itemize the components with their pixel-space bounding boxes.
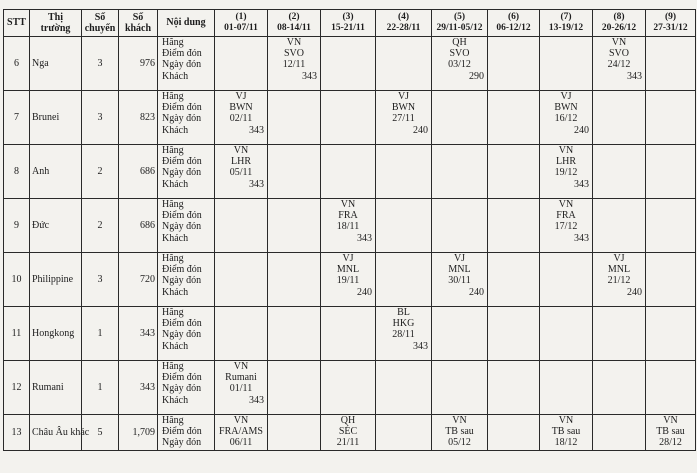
flight-passengers: 343 xyxy=(249,394,264,406)
flight-airline: VJ xyxy=(453,253,466,264)
row-flight-count: 2 xyxy=(82,199,119,253)
field-label: Khách xyxy=(162,124,189,136)
period-number: (2) xyxy=(288,12,300,23)
header-market-line1: Thị xyxy=(47,11,63,23)
field-label: Ngày đón xyxy=(162,329,202,341)
flight-passengers: 343 xyxy=(249,178,264,190)
flight-pickup-point: FRA xyxy=(338,210,358,222)
schedule-cell xyxy=(376,37,432,91)
row-stt: 7 xyxy=(4,91,30,145)
flight-entry xyxy=(432,253,488,307)
header-stt: STT xyxy=(4,10,30,37)
schedule-cell xyxy=(215,307,268,361)
header-market xyxy=(30,10,82,37)
row-passenger-count: 720 xyxy=(119,253,158,307)
flight-pickup-point: LHR xyxy=(556,156,576,168)
flight-date: 21/11 xyxy=(336,437,360,449)
field-label: Điểm đón xyxy=(162,372,202,384)
schedule-cell xyxy=(321,307,376,361)
row-passenger-count: 686 xyxy=(119,145,158,199)
period-number: (6) xyxy=(507,12,520,23)
flight-date: 19/12 xyxy=(554,167,578,179)
flight-airline: VJ xyxy=(342,253,354,264)
flight-date: 24/12 xyxy=(607,59,631,71)
row-passenger-count: 686 xyxy=(119,199,158,253)
flight-entry xyxy=(593,253,646,307)
field-label: Hãng xyxy=(162,415,184,426)
flight-entry xyxy=(540,199,593,253)
flight-entry xyxy=(432,415,488,451)
schedule-cell xyxy=(646,145,696,199)
flight-airline: VJ xyxy=(560,91,572,102)
flight-passengers: 290 xyxy=(469,70,484,82)
schedule-cell xyxy=(646,199,696,253)
flight-passengers: 240 xyxy=(413,124,428,136)
period-range: 08-14/11 xyxy=(277,23,311,33)
flight-entry xyxy=(540,415,593,451)
schedule-cell xyxy=(432,361,488,415)
flight-pickup-point: TB sau xyxy=(551,426,581,438)
flight-entry xyxy=(376,307,432,361)
flight-entry xyxy=(215,415,268,451)
flight-pickup-point: TB sau xyxy=(656,426,685,438)
flight-date: 01/11 xyxy=(229,383,253,395)
flight-entry xyxy=(540,91,593,145)
flight-date: 02/11 xyxy=(229,113,253,125)
period-range: 22-28/11 xyxy=(386,23,421,33)
schedule-cell xyxy=(432,307,488,361)
period-number: (8) xyxy=(613,12,625,23)
flight-airline: VJ xyxy=(397,91,410,102)
period-number: (1) xyxy=(235,12,247,23)
row-field-labels xyxy=(158,37,215,91)
table-row xyxy=(4,361,696,415)
schedule-cell xyxy=(646,37,696,91)
flight-passengers: 240 xyxy=(627,286,642,298)
flight-airline: QH xyxy=(452,37,467,48)
schedule-cell xyxy=(593,145,646,199)
schedule-cell xyxy=(488,253,540,307)
period-range: 15-21/11 xyxy=(331,23,365,33)
schedule-cell xyxy=(593,91,646,145)
flight-entry xyxy=(215,91,268,145)
header-period-6 xyxy=(488,10,540,37)
schedule-cell xyxy=(432,145,488,199)
header-period-5 xyxy=(432,10,488,37)
flight-entry xyxy=(593,37,646,91)
header-period-3 xyxy=(321,10,376,37)
flight-pickup-point: BWN xyxy=(391,102,416,114)
field-label: Khách xyxy=(162,394,189,406)
flight-passengers: 240 xyxy=(574,124,589,136)
schedule-cell xyxy=(432,199,488,253)
table-row xyxy=(4,199,696,253)
flight-entry xyxy=(321,415,376,451)
field-label: Khách xyxy=(162,286,189,298)
schedule-cell xyxy=(376,199,432,253)
flight-date: 06/11 xyxy=(229,437,253,449)
flight-airline: VN xyxy=(611,37,627,48)
period-range: 01-07/11 xyxy=(224,23,258,33)
schedule-cell xyxy=(432,91,488,145)
header-flights-line1: Số xyxy=(94,11,106,23)
flight-airline: VN xyxy=(233,361,249,372)
schedule-cell xyxy=(488,91,540,145)
flight-entry xyxy=(215,145,268,199)
flight-date: 30/11 xyxy=(448,275,471,287)
period-range: 06-12/12 xyxy=(496,23,531,33)
row-stt: 12 xyxy=(4,361,30,415)
period-range: 27-31/12 xyxy=(653,23,688,33)
schedule-cell xyxy=(646,91,696,145)
flight-airline: VJ xyxy=(235,91,247,102)
row-field-labels xyxy=(158,199,215,253)
flight-passengers: 343 xyxy=(413,340,428,352)
schedule-cell xyxy=(321,37,376,91)
flight-airline: VN xyxy=(233,415,249,426)
flight-date: 05/12 xyxy=(448,437,471,449)
table-row xyxy=(4,91,696,145)
schedule-cell xyxy=(321,361,376,415)
schedule-cell xyxy=(268,199,321,253)
flight-entry xyxy=(646,415,696,451)
flight-airline: VJ xyxy=(613,253,625,264)
flight-passengers: 343 xyxy=(302,70,317,82)
flight-pickup-point: SÉC xyxy=(338,426,358,438)
flight-pickup-point: MNL xyxy=(448,264,471,276)
flight-pickup-point: FRA xyxy=(556,210,576,222)
flight-pickup-point: SVO xyxy=(608,48,629,60)
header-passengers-line2: khách xyxy=(124,23,152,34)
flight-pickup-point: MNL xyxy=(607,264,631,276)
row-stt: 9 xyxy=(4,199,30,253)
field-label: Khách xyxy=(162,232,189,244)
flight-passengers: 343 xyxy=(357,232,372,244)
flight-passengers: 343 xyxy=(574,178,589,190)
row-flight-count: 3 xyxy=(82,91,119,145)
flight-entry xyxy=(215,361,268,415)
schedule-cell xyxy=(215,253,268,307)
flight-pickup-point: Rumani xyxy=(225,372,257,384)
flight-pickup-point: LHR xyxy=(231,156,251,168)
field-label: Hãng xyxy=(162,361,184,372)
row-passenger-count: 1,709 xyxy=(119,415,158,451)
field-label: Ngày đón xyxy=(162,59,202,71)
header-period-8 xyxy=(593,10,646,37)
row-flight-count: 3 xyxy=(82,37,119,91)
schedule-cell xyxy=(268,253,321,307)
flight-date: 21/12 xyxy=(607,275,631,287)
flight-date: 18/12 xyxy=(554,437,578,449)
flight-airline: QH xyxy=(340,415,356,426)
flight-airline: VN xyxy=(558,415,574,426)
schedule-cell xyxy=(488,415,540,451)
row-market: Anh xyxy=(30,145,82,199)
flight-passengers: 343 xyxy=(574,232,589,244)
schedule-cell xyxy=(268,415,321,451)
field-label: Ngày đón xyxy=(162,437,202,449)
flight-pickup-point: SVO xyxy=(283,48,304,60)
flight-pickup-point: MNL xyxy=(336,264,360,276)
row-stt: 10 xyxy=(4,253,30,307)
period-range: 20-26/12 xyxy=(601,23,637,33)
field-label: Hãng xyxy=(162,37,184,48)
period-number: (3) xyxy=(342,12,354,23)
row-flight-count: 2 xyxy=(82,145,119,199)
field-label: Điểm đón xyxy=(162,264,202,276)
row-flight-count: 1 xyxy=(82,307,119,361)
schedule-cell xyxy=(488,361,540,415)
table-row xyxy=(4,145,696,199)
row-passenger-count: 343 xyxy=(119,361,158,415)
schedule-cell xyxy=(593,199,646,253)
flight-schedule-table xyxy=(3,9,696,451)
row-flight-count: 1 xyxy=(82,361,119,415)
schedule-cell xyxy=(376,361,432,415)
row-passenger-count: 343 xyxy=(119,307,158,361)
period-number: (4) xyxy=(397,12,410,23)
header-period-2 xyxy=(268,10,321,37)
flight-date: 05/11 xyxy=(229,167,253,179)
period-number: (9) xyxy=(664,12,677,23)
flight-airline: VN xyxy=(340,199,356,210)
row-market: Rumani xyxy=(30,361,82,415)
flight-date: 18/11 xyxy=(336,221,360,233)
row-market: Philippine xyxy=(30,253,82,307)
row-stt: 6 xyxy=(4,37,30,91)
flight-entry xyxy=(321,199,376,253)
schedule-cell xyxy=(540,253,593,307)
field-label: Hãng xyxy=(162,253,184,264)
flight-pickup-point: BWN xyxy=(554,102,578,114)
header-period-1 xyxy=(215,10,268,37)
flight-entry xyxy=(432,37,488,91)
flight-airline: BL xyxy=(397,307,410,318)
flight-passengers: 240 xyxy=(469,286,484,298)
flight-pickup-point: FRA/AMS xyxy=(219,426,263,438)
row-field-labels xyxy=(158,415,215,451)
flight-date: 28/12 xyxy=(659,437,682,449)
row-field-labels xyxy=(158,361,215,415)
field-label: Khách xyxy=(162,70,189,82)
schedule-cell xyxy=(215,199,268,253)
period-number: (5) xyxy=(453,12,466,23)
table-row xyxy=(4,415,696,451)
schedule-cell xyxy=(488,307,540,361)
schedule-cell xyxy=(215,37,268,91)
flight-passengers: 240 xyxy=(357,286,372,298)
flight-airline: VN xyxy=(452,415,467,426)
table-row xyxy=(4,253,696,307)
field-label: Hãng xyxy=(162,91,184,102)
field-label: Ngày đón xyxy=(162,275,202,287)
row-market: Brunei xyxy=(30,91,82,145)
flight-airline: VN xyxy=(286,37,302,48)
table-row xyxy=(4,37,696,91)
field-label: Hãng xyxy=(162,199,184,210)
flight-airline: VN xyxy=(233,145,249,156)
schedule-cell xyxy=(540,307,593,361)
flight-date: 17/12 xyxy=(554,221,578,233)
flight-date: 19/11 xyxy=(336,275,360,287)
schedule-cell xyxy=(593,415,646,451)
field-label: Điểm đón xyxy=(162,210,202,222)
schedule-cell xyxy=(321,91,376,145)
flight-date: 28/11 xyxy=(392,329,415,341)
row-field-labels xyxy=(158,91,215,145)
flight-pickup-point: BWN xyxy=(229,102,253,114)
schedule-cell xyxy=(646,361,696,415)
schedule-cell xyxy=(376,415,432,451)
header-passengers-line1: Số xyxy=(132,11,144,23)
header-market-line2: trường xyxy=(40,23,71,34)
row-flight-count: 3 xyxy=(82,253,119,307)
period-number: (7) xyxy=(560,12,572,23)
flight-entry xyxy=(540,145,593,199)
flight-passengers: 343 xyxy=(249,124,264,136)
flight-airline: VN xyxy=(663,415,678,426)
row-stt: 8 xyxy=(4,145,30,199)
schedule-cell xyxy=(540,361,593,415)
field-label: Khách xyxy=(162,340,189,352)
schedule-cell xyxy=(321,145,376,199)
flight-date: 03/12 xyxy=(448,59,471,71)
schedule-body xyxy=(4,37,696,451)
schedule-cell xyxy=(540,37,593,91)
header-period-7 xyxy=(540,10,593,37)
row-market: Đức xyxy=(30,199,82,253)
field-label: Ngày đón xyxy=(162,221,202,233)
row-flight-count: 5 xyxy=(82,415,119,451)
row-stt: 11 xyxy=(4,307,30,361)
flight-date: 12/11 xyxy=(282,59,306,71)
header-passengers xyxy=(119,10,158,37)
flight-airline: VN xyxy=(558,145,574,156)
schedule-cell xyxy=(268,145,321,199)
period-range: 29/11-05/12 xyxy=(436,23,483,33)
header-period-4 xyxy=(376,10,432,37)
table-row xyxy=(4,307,696,361)
row-market: Châu Âu khác xyxy=(30,415,82,451)
flight-airline: VN xyxy=(558,199,574,210)
field-label: Điểm đón xyxy=(162,318,202,330)
flight-entry xyxy=(321,253,376,307)
schedule-cell xyxy=(376,253,432,307)
schedule-cell xyxy=(488,199,540,253)
field-label: Ngày đón xyxy=(162,167,202,179)
header-row xyxy=(4,10,696,37)
field-label: Khách xyxy=(162,178,189,190)
schedule-cell xyxy=(593,307,646,361)
period-range: 13-19/12 xyxy=(548,23,584,33)
schedule-cell xyxy=(268,307,321,361)
field-label: Ngày đón xyxy=(162,113,202,125)
field-label: Điểm đón xyxy=(162,426,202,438)
schedule-cell xyxy=(376,145,432,199)
schedule-cell xyxy=(646,253,696,307)
row-stt: 13 xyxy=(4,415,30,451)
schedule-cell xyxy=(268,91,321,145)
row-field-labels xyxy=(158,253,215,307)
header-flights xyxy=(82,10,119,37)
header-period-9 xyxy=(646,10,696,37)
flight-pickup-point: HKG xyxy=(392,318,415,330)
row-market: Hongkong xyxy=(30,307,82,361)
header-flights-line2: chuyến xyxy=(84,23,116,34)
field-label: Điểm đón xyxy=(162,48,202,60)
flight-passengers: 343 xyxy=(627,70,642,82)
row-field-labels xyxy=(158,145,215,199)
field-label: Hãng xyxy=(162,307,184,318)
row-market: Nga xyxy=(30,37,82,91)
flight-entry xyxy=(376,91,432,145)
row-field-labels xyxy=(158,307,215,361)
flight-pickup-point: SVO xyxy=(449,48,470,60)
schedule-cell xyxy=(646,307,696,361)
header-content: Nội dung xyxy=(158,10,215,37)
field-label: Điểm đón xyxy=(162,102,202,114)
row-passenger-count: 976 xyxy=(119,37,158,91)
schedule-cell xyxy=(488,145,540,199)
field-label: Hãng xyxy=(162,145,184,156)
row-passenger-count: 823 xyxy=(119,91,158,145)
flight-date: 27/11 xyxy=(392,113,415,125)
field-label: Điểm đón xyxy=(162,156,202,168)
flight-date: 16/12 xyxy=(554,113,578,125)
schedule-cell xyxy=(268,361,321,415)
flight-entry xyxy=(268,37,321,91)
schedule-cell xyxy=(593,361,646,415)
flight-pickup-point: TB sau xyxy=(445,426,474,438)
field-label: Ngày đón xyxy=(162,383,202,395)
schedule-cell xyxy=(488,37,540,91)
